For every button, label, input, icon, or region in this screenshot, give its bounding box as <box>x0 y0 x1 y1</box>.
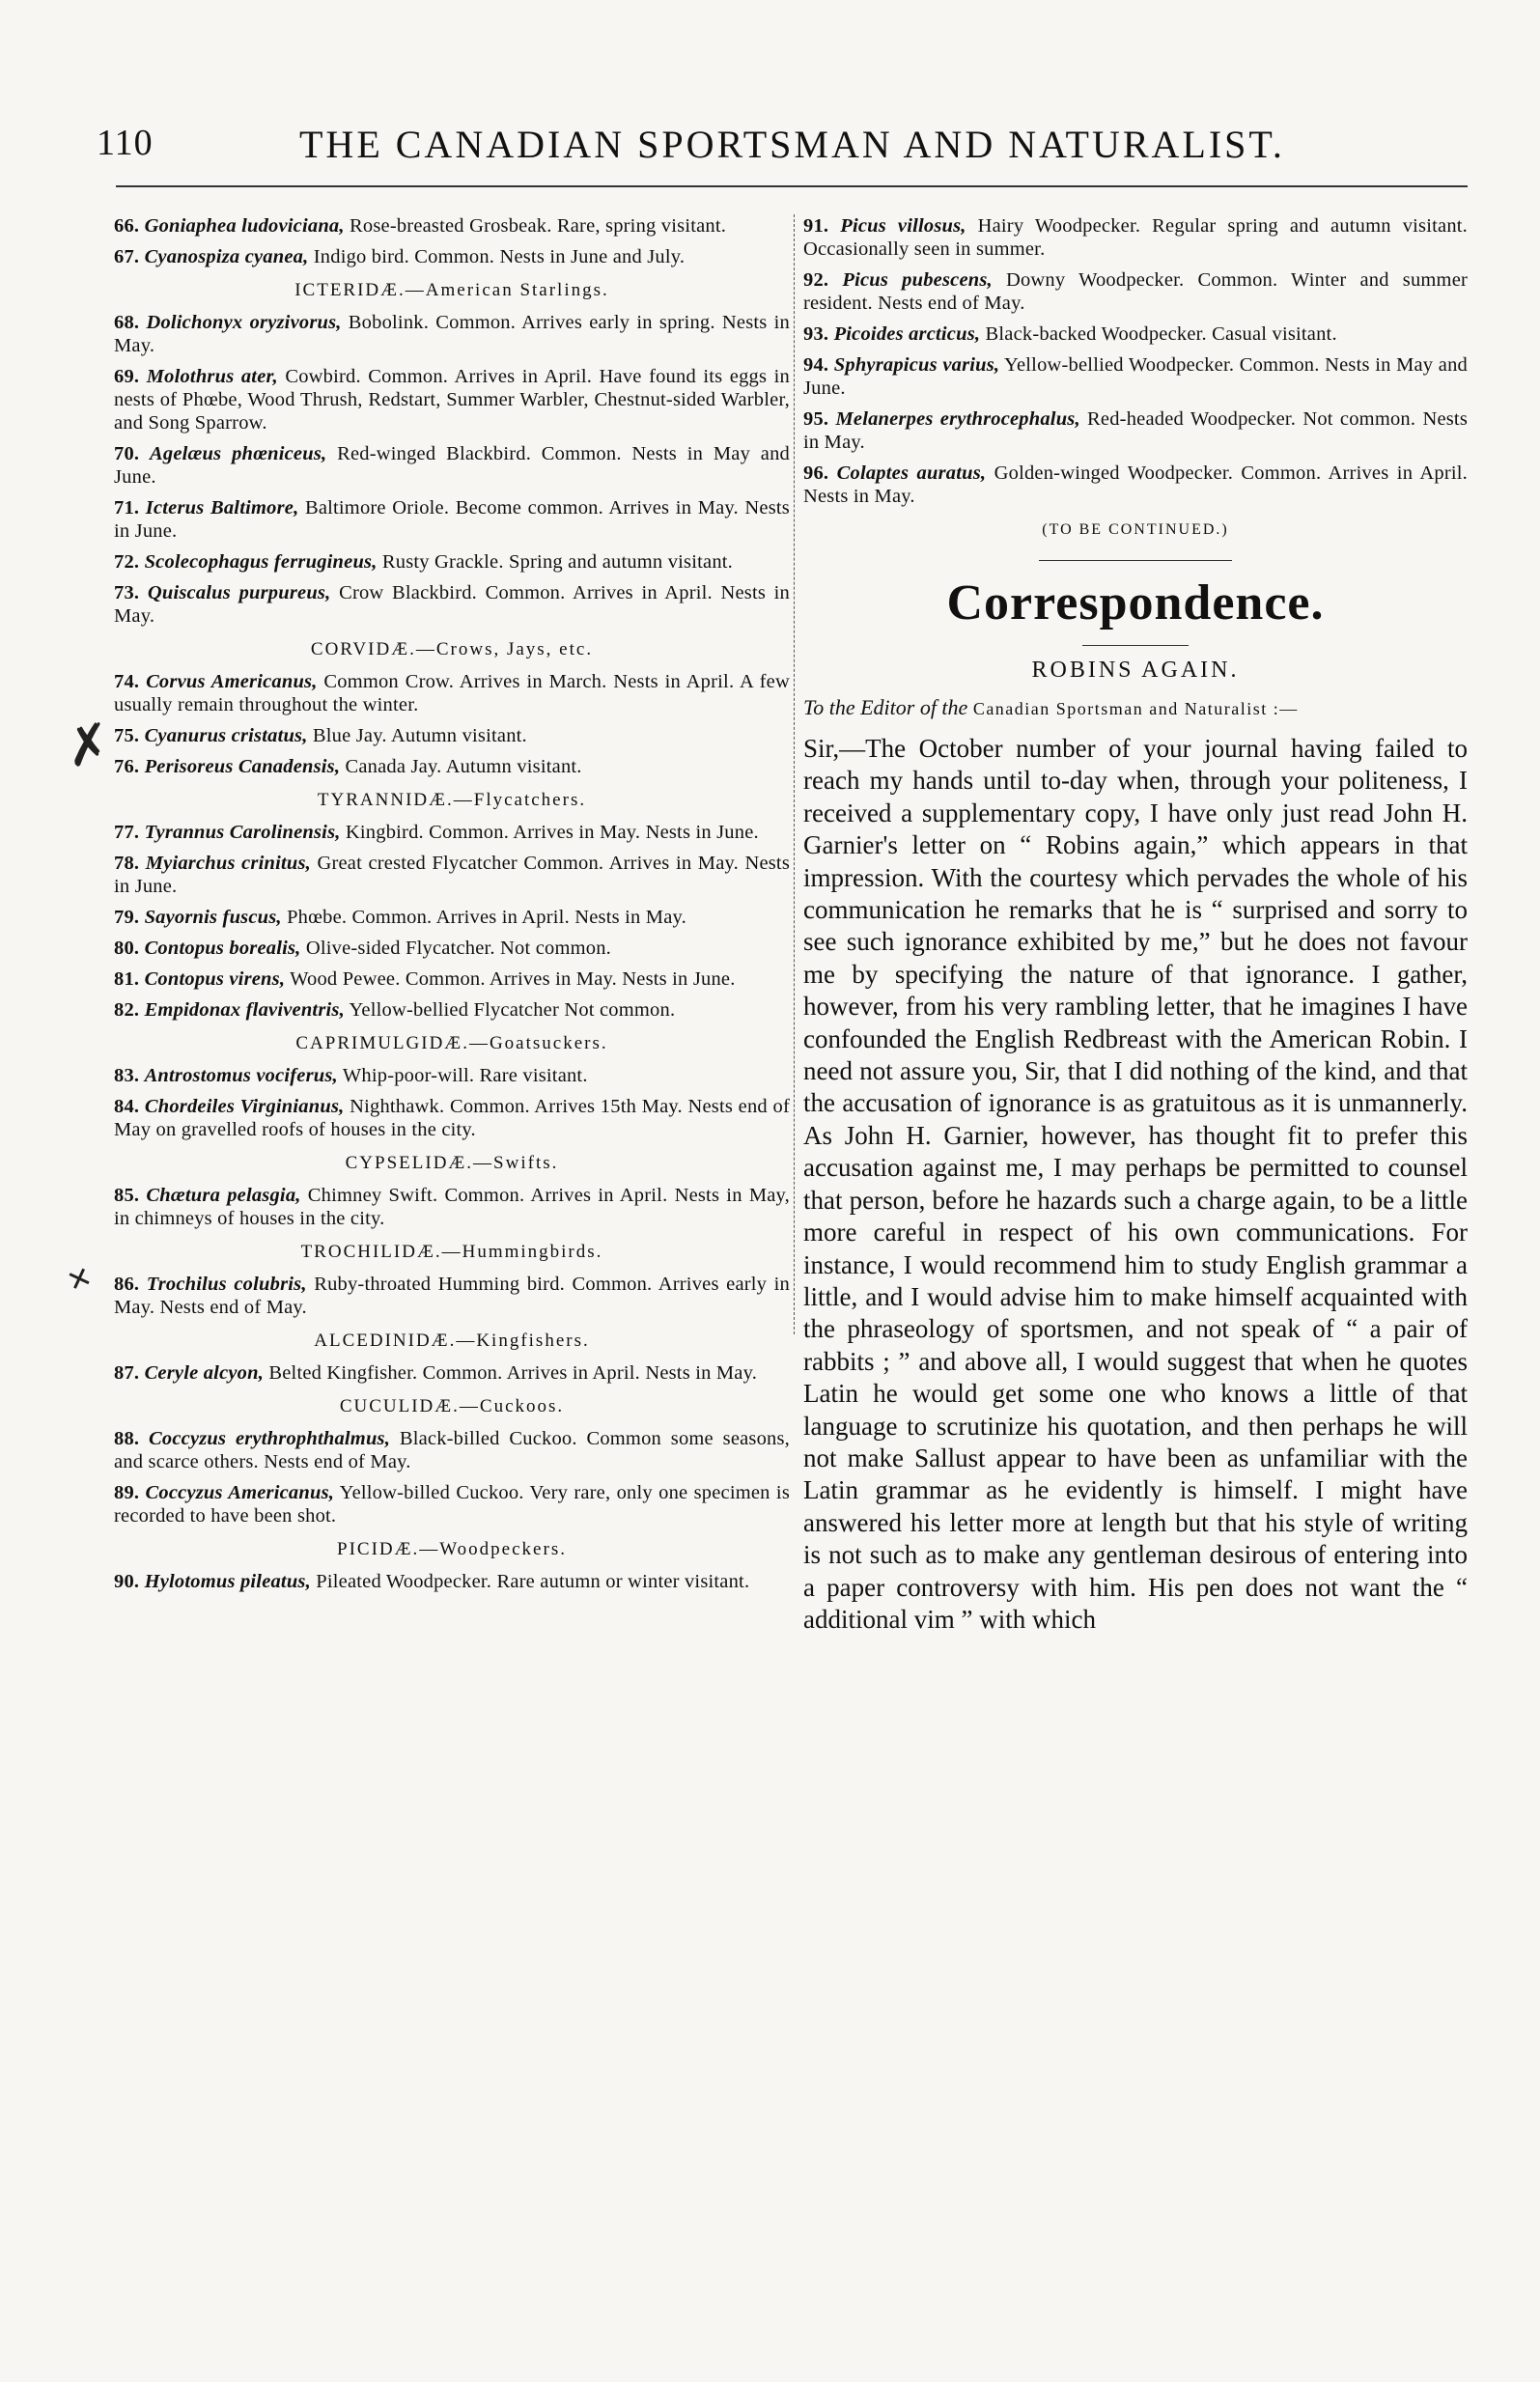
entry-text: Golden-winged Woodpecker. Common. Arrives in April. Nests in May. <box>803 462 1469 507</box>
scientific-name: Antrostomus vociferus, <box>144 1065 338 1086</box>
entry-number: 95. <box>803 408 829 430</box>
scientific-name: Goniaphea ludoviciana, <box>144 215 345 237</box>
family-heading: TYRANNIDÆ.—Flycatchers. <box>317 790 587 810</box>
entry-number: 69. <box>114 366 140 387</box>
family-heading: ICTERIDÆ.—American Starlings. <box>294 280 609 300</box>
entry-text: Yellow-bellied Woodpecker. Common. Nests in May and June. <box>803 354 1468 399</box>
article-title: ROBINS AGAIN. <box>1031 658 1240 683</box>
scientific-name: Myiarchus crinitus, <box>145 853 311 874</box>
entry-text: Kingbird. Common. Arrives in May. Nests in June. <box>340 822 759 843</box>
family-heading: CUCULIDÆ.—Cuckoos. <box>339 1396 565 1416</box>
entry-text: Cowbird. Common. Arrives in April. Have found its eggs in nests of Phœbe, Wood Thrush, Redstart, Summer Warbler, Chestnut-sided Warbler, and Song Sparrow. <box>114 366 790 434</box>
family-heading: CYPSELIDÆ.—Swifts. <box>345 1153 559 1173</box>
scientific-name: Coccyzus Americanus, <box>145 1482 335 1503</box>
right-column <box>803 214 1468 1636</box>
scientific-name: Contopus borealis, <box>144 938 301 959</box>
column-divider <box>794 214 795 1334</box>
woodpecker-entries <box>803 214 1468 508</box>
entry-text: Black-billed Cuckoo. Common some seasons, and scarce others. Nests end of May. <box>114 1428 790 1472</box>
entry-number: 86. <box>114 1274 140 1295</box>
species-entry <box>114 1095 790 1141</box>
entry-number: 77. <box>114 822 140 843</box>
entry-text: Red-winged Blackbird. Common. Nests in May and June. <box>114 443 790 488</box>
species-entry <box>114 852 790 898</box>
entry-number: 84. <box>114 1096 140 1117</box>
entry-text: Red-headed Woodpecker. Not common. Nests in May. <box>803 408 1468 453</box>
left-column <box>114 214 790 1601</box>
species-entry <box>114 755 790 778</box>
species-entry <box>803 407 1468 454</box>
entry-number: 71. <box>114 497 140 518</box>
species-entry <box>114 245 790 268</box>
entry-number: 76. <box>114 756 140 777</box>
entry-text: Pileated Woodpecker. Rare autumn or winter visitant. <box>310 1571 750 1592</box>
scientific-name: Scolecophagus ferrugineus, <box>144 551 378 573</box>
entry-text: Olive-sided Flycatcher. Not common. <box>300 938 611 959</box>
entry-number: 94. <box>803 354 829 376</box>
header-rule <box>116 185 1468 187</box>
journal-title: THE CANADIAN SPORTSMAN AND NATURALIST. <box>299 123 1285 166</box>
species-entry <box>114 821 790 844</box>
entry-text: Hairy Woodpecker. Regular spring and autumn visitant. Occasionally seen in summer. <box>803 215 1468 260</box>
entry-text: Bobolink. Common. Arrives early in spring. Nests in May. <box>114 312 790 356</box>
scientific-name: Picoides arcticus, <box>833 323 981 345</box>
entry-text: Indigo bird. Common. Nests in June and July. <box>308 246 686 267</box>
scientific-name: Agelæus phœniceus, <box>150 443 327 464</box>
species-entry <box>114 998 790 1022</box>
letter-body: Sir,—The October number of your journal having failed to reach my hands until to-day when, through your politeness, I received a supplementary copy, I have only just read John H. Garnier's letter on “ Robins again,” which appears in that impression. With the courtesy which pervades the whole of his communication he remarks that he is “ surprised and sorry to see such ignorance exhibited by me,” but he does not favour me by specifying the nature of that ignorance. I gather, however, from his very rambling letter, that he imagines I have confounded the English Redbreast with the American Robin. I need not assure you, Sir, that I did nothing of the kind, and that the accusation of ignorance is as gratuitous as it is unmannerly. As John H. Garnier, however, has thought fit to prefer this accusation against me, I may perhaps be permitted to counsel that person, before he hazards such a charge again, to be a little more careful in respect of his own communications. For instance, I would recommend him to study English grammar a little, and I would advise him to make himself acquainted with the phraseology of sportsmen, and not speak of “ a pair of rabbits ; ” and above all, I would suggest that when he quotes Latin he would get some one who knows a little of that language to scrutinize his quotation, and then perhaps he will not make Sallust appear to have been as unfamiliar with the Latin grammar as he evidently is himself. I might have answered his letter more at length but that his style of writing is not such as to make any gentleman desirous of entering into a paper controversy with him. His pen does not want the “ additional vim ” with which <box>803 734 1468 1634</box>
page-number: 110 <box>97 123 154 163</box>
entry-number: 82. <box>114 999 140 1021</box>
scientific-name: Corvus Americanus, <box>146 671 318 692</box>
scientific-name: Empidonax flaviventris, <box>144 999 345 1021</box>
species-entry <box>114 1064 790 1087</box>
family-heading: PICIDÆ.—Woodpeckers. <box>337 1539 567 1559</box>
species-entry <box>114 311 790 357</box>
entry-number: 75. <box>114 725 140 746</box>
entry-text: Whip-poor-will. Rare visitant. <box>337 1065 588 1086</box>
handwritten-mark-icon: ✕ <box>62 1259 98 1301</box>
entry-text: Rose-breasted Grosbeak. Rare, spring visitant. <box>344 215 727 237</box>
species-entry <box>114 1273 790 1319</box>
scientific-name: Sayornis fuscus, <box>144 907 282 928</box>
species-entry <box>114 496 790 543</box>
species-entry <box>114 670 790 716</box>
scientific-name: Picus pubescens, <box>842 269 993 291</box>
handwritten-mark-icon: ✗ <box>60 711 117 781</box>
scientific-name: Melanerpes erythrocephalus, <box>835 408 1080 430</box>
family-heading: CAPRIMULGIDÆ.—Goatsuckers. <box>295 1033 608 1053</box>
entry-number: 70. <box>114 443 140 464</box>
entry-text: Nighthawk. Common. Arrives 15th May. Nests end of May on gravelled roofs of houses in the city. <box>114 1096 790 1140</box>
entry-number: 88. <box>114 1428 140 1449</box>
address-italic: To the Editor of the <box>803 695 968 719</box>
entry-text: Belted Kingfisher. Common. Arrives in April. Nests in May. <box>264 1362 758 1384</box>
scientific-name: Molothrus ater, <box>146 366 278 387</box>
scientific-name: Hylotomus pileatus, <box>144 1571 311 1592</box>
scientific-name: Perisoreus Canadensis, <box>144 756 341 777</box>
entry-text: Rusty Grackle. Spring and autumn visitant. <box>377 551 733 573</box>
scientific-name: Ceryle alcyon, <box>144 1362 265 1384</box>
scientific-name: Cyanurus cristatus, <box>144 725 308 746</box>
entry-text: Crow Blackbird. Common. Arrives in April. Nests in May. <box>114 582 791 627</box>
entry-number: 91. <box>803 215 829 237</box>
entry-text: Ruby-throated Humming bird. Common. Arrives early in May. Nests end of May. <box>114 1274 791 1318</box>
continued-note: (TO BE CONTINUED.) <box>1042 521 1229 538</box>
species-entry <box>114 550 790 574</box>
species-entry <box>114 214 790 238</box>
entry-number: 80. <box>114 938 140 959</box>
scientific-name: Cyanospiza cyanea, <box>144 246 309 267</box>
species-entry <box>114 1361 790 1385</box>
scientific-name: Contopus virens, <box>144 968 286 990</box>
scientific-name: Trochilus colubris, <box>146 1274 307 1295</box>
family-heading: ALCEDINIDÆ.—Kingfishers. <box>314 1331 590 1351</box>
entry-number: 81. <box>114 968 140 990</box>
entry-text: Phœbe. Common. Arrives in April. Nests in May. <box>281 907 686 928</box>
species-entry <box>114 1427 790 1473</box>
family-heading: TROCHILIDÆ.—Hummingbirds. <box>300 1242 603 1262</box>
entry-number: 78. <box>114 853 140 874</box>
species-entry <box>803 268 1468 315</box>
entry-text: Black-backed Woodpecker. Casual visitant. <box>980 323 1337 345</box>
section-rule <box>1039 560 1232 561</box>
scientific-name: Picus villosus, <box>840 215 966 237</box>
entry-text: Canada Jay. Autumn visitant. <box>340 756 582 777</box>
entry-text: Yellow-billed Cuckoo. Very rare, only one specimen is recorded to have been shot. <box>114 1482 790 1527</box>
entry-text: Blue Jay. Autumn visitant. <box>307 725 527 746</box>
species-entry <box>114 442 790 489</box>
entry-number: 93. <box>803 323 829 345</box>
entry-number: 67. <box>114 246 140 267</box>
scientific-name: Icterus Baltimore, <box>145 497 299 518</box>
entry-number: 74. <box>114 671 140 692</box>
entry-text: Common Crow. Arrives in March. Nests in April. A few usually remain throughout the winter. <box>114 671 790 715</box>
entry-number: 83. <box>114 1065 140 1086</box>
scientific-name: Colaptes auratus, <box>836 462 987 484</box>
scientific-name: Dolichonyx oryzivorus, <box>146 312 342 333</box>
scientific-name: Quiscalus purpureus, <box>147 582 331 603</box>
entry-text: Baltimore Oriole. Become common. Arrives in May. Nests in June. <box>114 497 790 542</box>
species-entry <box>803 214 1468 261</box>
scientific-name: Chætura pelasgia, <box>146 1185 301 1206</box>
species-entry <box>114 724 790 747</box>
entry-number: 66. <box>114 215 140 237</box>
scientific-name: Coccyzus erythrophthalmus, <box>149 1428 391 1449</box>
scientific-name: Sphyrapicus varius, <box>833 354 1000 376</box>
species-entry <box>114 365 790 434</box>
species-entry <box>114 1481 790 1527</box>
page-header <box>97 122 1477 180</box>
scientific-name: Chordeiles Virginianus, <box>144 1096 345 1117</box>
scientific-name: Tyrannus Carolinensis, <box>144 822 341 843</box>
entry-text: Wood Pewee. Common. Arrives in May. Nests in June. <box>285 968 736 990</box>
entry-number: 92. <box>803 269 829 291</box>
title-rule <box>1082 645 1189 646</box>
species-entry <box>803 462 1468 508</box>
species-entry <box>803 353 1468 400</box>
entry-number: 90. <box>114 1571 140 1592</box>
species-entry <box>114 906 790 929</box>
species-entry <box>114 1570 790 1593</box>
entry-text: Yellow-bellied Flycatcher Not common. <box>344 999 676 1021</box>
entry-number: 89. <box>114 1482 140 1503</box>
section-title: Correspondence. <box>946 575 1325 631</box>
entry-number: 85. <box>114 1185 140 1206</box>
entry-number: 68. <box>114 312 140 333</box>
species-entry <box>803 322 1468 346</box>
species-entry <box>114 967 790 991</box>
family-heading: CORVIDÆ.—Crows, Jays, etc. <box>310 639 594 659</box>
letter-address <box>803 693 1468 723</box>
entry-number: 96. <box>803 462 829 484</box>
entry-number: 79. <box>114 907 140 928</box>
entry-text: Downy Woodpecker. Common. Winter and summer resident. Nests end of May. <box>803 269 1469 314</box>
entry-text: Chimney Swift. Common. Arrives in April. Nests in May, in chimneys of houses in the city. <box>114 1185 790 1229</box>
species-entry <box>114 1184 790 1230</box>
species-entry <box>114 581 790 628</box>
species-entry <box>114 937 790 960</box>
entry-number: 87. <box>114 1362 140 1384</box>
entry-number: 72. <box>114 551 140 573</box>
entry-text: Great crested Flycatcher Common. Arrives in May. Nests in June. <box>114 853 790 897</box>
address-journal: Canadian Sportsman and Naturalist :— <box>972 699 1299 718</box>
entry-number: 73. <box>114 582 140 603</box>
